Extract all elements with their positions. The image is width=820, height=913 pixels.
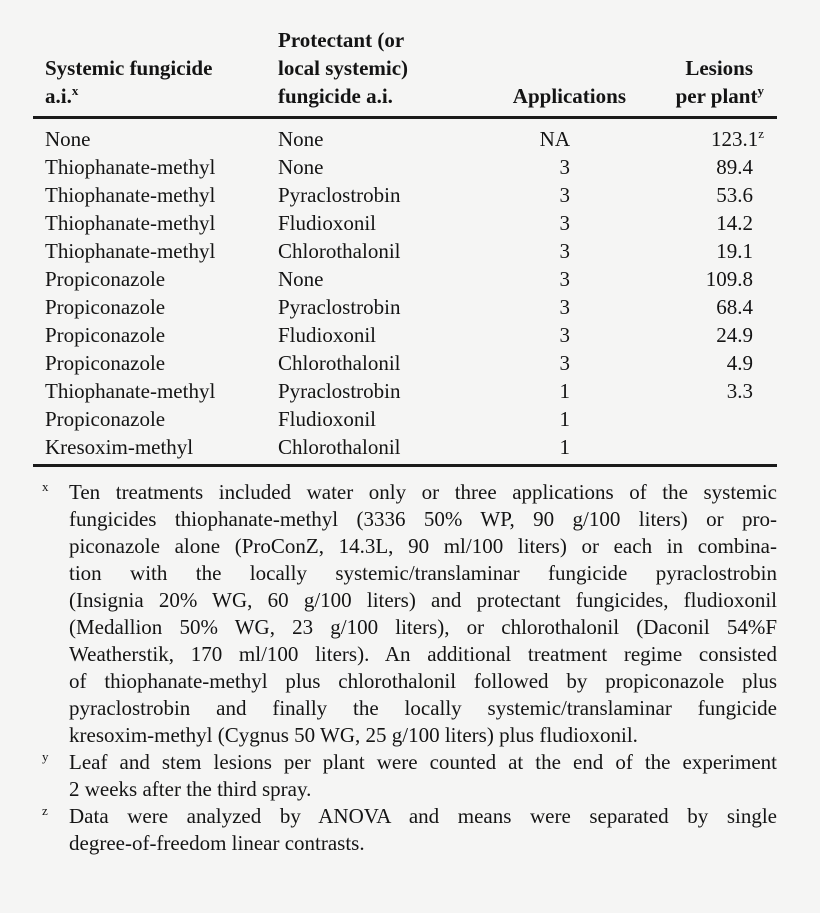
- cell-applications: 3: [559, 239, 570, 263]
- cell-protectant: Chlorothalonil: [278, 435, 401, 459]
- footnote-z-line: Data were analyzed by ANOVA and means were separated by single: [69, 804, 777, 828]
- cell-systemic: Propiconazole: [45, 351, 166, 375]
- cell-systemic: Kresoxim-methyl: [45, 435, 194, 459]
- footnote-z-line: degree-of-freedom linear contrasts.: [69, 831, 365, 855]
- header-systemic-line2: a.i.: [45, 84, 72, 108]
- footnote-x: [40, 479, 777, 749]
- table-row: [33, 237, 777, 265]
- cell-lesions: [628, 433, 777, 466]
- cell-protectant: None: [278, 155, 324, 179]
- cell-systemic: Thiophanate-methyl: [45, 379, 216, 403]
- cell-lesions: 4.9: [726, 351, 753, 375]
- cell-systemic: Propiconazole: [45, 267, 166, 291]
- cell-protectant: Chlorothalonil: [278, 351, 401, 375]
- footnote-y-line: Leaf and stem lesions per plant were counted at the end of the experiment: [69, 750, 777, 774]
- footnote-x-line: Ten treatments included water only or three applications of the systemic: [69, 480, 777, 504]
- header-lesions-line2: per plant: [675, 84, 758, 108]
- cell-applications: 3: [559, 155, 570, 179]
- table-body: [33, 118, 777, 466]
- header-protectant-fungicide: [278, 26, 493, 118]
- footnote-marker-y: y: [42, 749, 49, 764]
- footnote-y-line: 2 weeks after the third spray.: [69, 777, 312, 801]
- footnote-x-line: fungicides thiophanate-methyl (3336 50% WP, 90 g/100 liters) or pro-: [69, 507, 777, 531]
- footnote-z: [40, 803, 777, 857]
- footnotes-section: [40, 479, 777, 857]
- table-row: [33, 377, 777, 405]
- cell-systemic: Propiconazole: [45, 323, 166, 347]
- footnote-x-line: kresoxim-methyl (Cygnus 50 WG, 25 g/100 liters) plus fludioxonil.: [69, 723, 638, 747]
- footnote-x-line: Weatherstik, 170 ml/100 liters). An additional treatment regime consisted: [69, 642, 777, 666]
- table-header: [33, 26, 777, 118]
- cell-systemic: Propiconazole: [45, 407, 166, 431]
- table-row: [33, 153, 777, 181]
- lesions-value: 123.1: [710, 127, 759, 151]
- table-row: [33, 349, 777, 377]
- cell-protectant: Fludioxonil: [278, 323, 377, 347]
- footnote-ref-z: z: [758, 126, 764, 141]
- table-row: [33, 405, 777, 433]
- table-row: [33, 293, 777, 321]
- cell-lesions: [628, 405, 777, 433]
- footnote-x-marker: [40, 479, 69, 506]
- cell-protectant: Pyraclostrobin: [278, 295, 401, 319]
- header-systemic-line1: Systemic fungicide: [45, 56, 213, 80]
- header-applications-label: Applications: [512, 84, 626, 108]
- table-row: [33, 209, 777, 237]
- paper-page: [0, 26, 820, 913]
- cell-lesions: 3.3: [726, 379, 753, 403]
- cell-lesions: 24.9: [716, 323, 753, 347]
- cell-protectant: Pyraclostrobin: [278, 379, 401, 403]
- header-applications: [493, 26, 628, 118]
- cell-systemic: Thiophanate-methyl: [45, 155, 216, 179]
- cell-protectant: Pyraclostrobin: [278, 183, 401, 207]
- cell-applications: 1: [559, 379, 570, 403]
- cell-applications: 3: [559, 295, 570, 319]
- cell-systemic: Propiconazole: [45, 295, 166, 319]
- footnote-y: [40, 749, 777, 803]
- cell-protectant: None: [278, 127, 324, 151]
- cell-lesions: [628, 118, 777, 154]
- cell-lesions: 109.8: [705, 267, 753, 291]
- table-row: [33, 321, 777, 349]
- cell-protectant: None: [278, 267, 324, 291]
- cell-applications: 3: [559, 183, 570, 207]
- cell-applications: NA: [539, 127, 570, 151]
- cell-protectant: Fludioxonil: [278, 407, 377, 431]
- footnote-ref-y: y: [757, 83, 764, 98]
- cell-lesions: 68.4: [716, 295, 753, 319]
- footnote-x-line: piconazole alone (ProConZ, 14.3L, 90 ml/100 liters) or each in combina-: [69, 534, 777, 558]
- cell-lesions: 14.2: [716, 211, 753, 235]
- cell-applications: 3: [559, 267, 570, 291]
- cell-systemic: Thiophanate-methyl: [45, 211, 216, 235]
- cell-systemic: Thiophanate-methyl: [45, 239, 216, 263]
- footnote-x-line: (Insignia 20% WG, 60 g/100 liters) and protectant fungicides, fludioxonil: [69, 588, 777, 612]
- footnote-x-text: [69, 479, 777, 749]
- footnote-z-marker: [40, 803, 69, 830]
- cell-protectant: Fludioxonil: [278, 211, 377, 235]
- cell-systemic: None: [45, 127, 91, 151]
- cell-lesions: 53.6: [716, 183, 753, 207]
- cell-applications: 3: [559, 211, 570, 235]
- table-row: [33, 118, 777, 154]
- header-lesions-line1: Lesions: [685, 56, 753, 80]
- table-row: [33, 433, 777, 466]
- footnote-marker-x: x: [42, 479, 49, 494]
- header-protectant-line3: fungicide a.i.: [278, 84, 393, 108]
- cell-applications: 3: [559, 323, 570, 347]
- cell-lesions: 89.4: [716, 155, 753, 179]
- footnote-x-line: tion with the locally systemic/translaminar fungicide pyraclostrobin: [69, 561, 777, 585]
- header-protectant-line1: Protectant (or: [278, 28, 405, 52]
- footnote-x-line: of thiophanate-methyl plus chlorothalonil followed by propiconazole plus: [69, 669, 777, 693]
- footnote-x-line: pyraclostrobin and finally the locally systemic/translaminar fungicide: [69, 696, 777, 720]
- cell-protectant: Chlorothalonil: [278, 239, 401, 263]
- cell-lesions: 19.1: [716, 239, 753, 263]
- cell-applications: 3: [559, 351, 570, 375]
- cell-applications: 1: [559, 435, 570, 459]
- footnote-x-line: (Medallion 50% WG, 23 g/100 liters), or chlorothalonil (Daconil 54%F: [69, 615, 777, 639]
- footnote-ref-x: x: [71, 83, 79, 98]
- footnote-y-text: [69, 749, 777, 803]
- table-header-row: [33, 26, 777, 118]
- footnote-y-marker: [40, 749, 69, 776]
- footnote-z-text: [69, 803, 777, 857]
- cell-systemic: Thiophanate-methyl: [45, 183, 216, 207]
- header-systemic-fungicide: [33, 26, 278, 118]
- footnote-marker-z: z: [42, 803, 48, 818]
- table-row: [33, 181, 777, 209]
- header-lesions-per-plant: [628, 26, 777, 118]
- header-protectant-line2: local systemic): [278, 56, 409, 80]
- cell-applications: 1: [559, 407, 570, 431]
- fungicide-treatment-table: [33, 26, 777, 467]
- table-row: [33, 265, 777, 293]
